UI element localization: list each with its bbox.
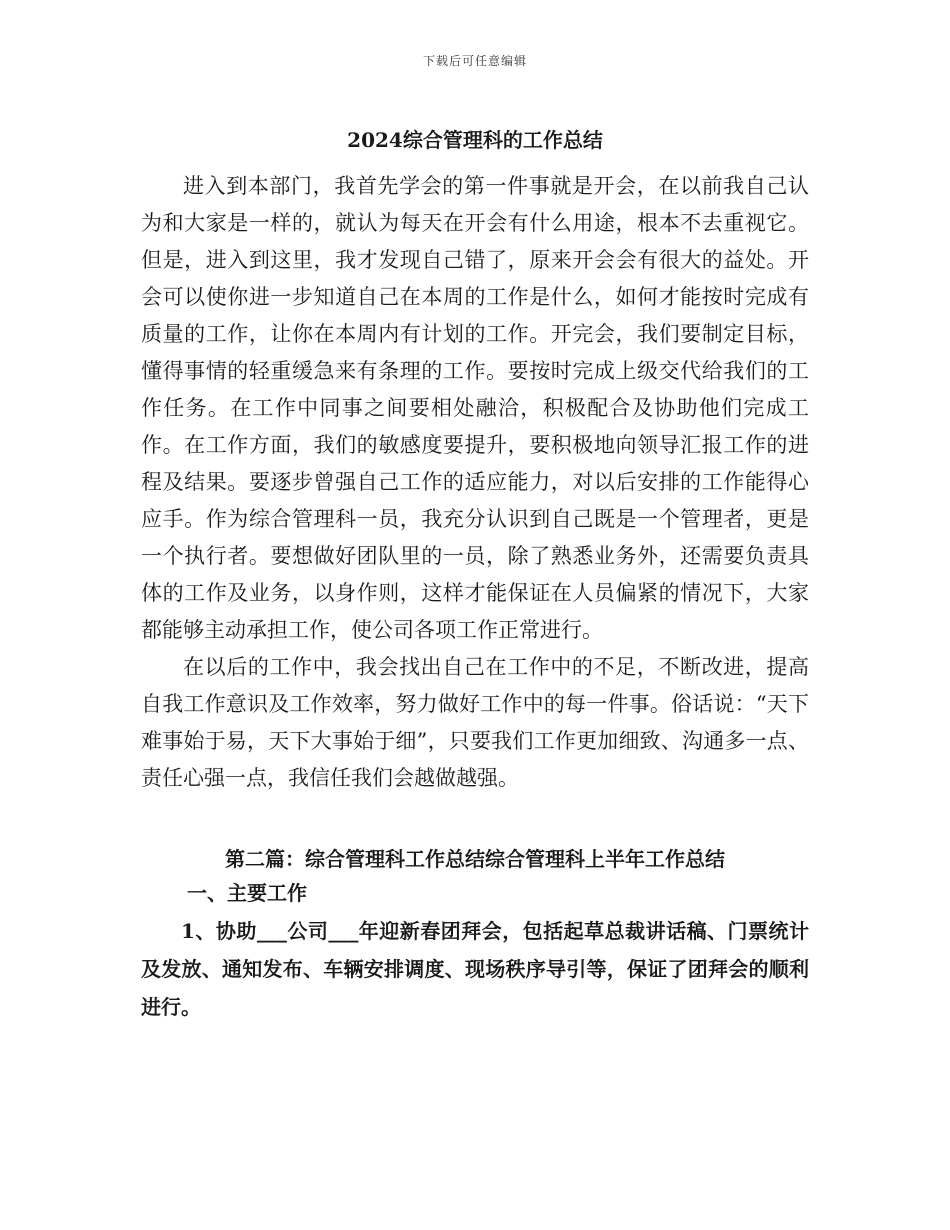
paragraph-2: 在以后的工作中，我会找出自己在工作中的不足，不断改进，提高自我工作意识及工作效率，努力做好工作中的每一件事。俗话说：“天下难事始于易，天下大事始于细”，只要我们工作更加细致、沟通多一点、责任心强一点，我信任我们会越做越强。 bbox=[141, 655, 809, 790]
work-item-1: 1、协助___公司___年迎新春团拜会，包括起草总裁讲话稿、门票统计及发放、通知发布、车辆安排调度、现场秩序导引等，保证了团拜会的顺利进行。 bbox=[141, 919, 809, 1019]
document-title: 2024综合管理科的工作总结 bbox=[347, 128, 603, 152]
section-title: 第二篇：综合管理科工作总结综合管理科上半年工作总结 bbox=[225, 847, 725, 871]
header-note: 下载后可任意编辑 bbox=[422, 54, 527, 68]
paragraph-1: 进入到本部门，我首先学会的第一件事就是开会，在以前我自己认为和大家是一样的，就认为每天在开会有什么用途，根本不去重视它。但是，进入到这里，我才发现自己错了，原来开会会有很大的益处。开会可以使你进一步知道自己在本周的工作是什么，如何才能按时完成有质量的工作，让你在本周内有计划的工作。开完会，我们要制定目标，懂得事情的轻重缓急来有条理的工作。要按时完成上级交代给我们的工作任务。在工作中同事之间要相处融洽，积极配合及协助他们完成工作。在工作方面，我们的敏感度要提升，要积极地向领导汇报工作的进程及结果。要逐步曾强自己工作的适应能力，对以后安排的工作能得心应手。作为综合管理科一员，我充分认识到自己既是一个管理者，更是一个执行者。要想做好团队里的一员，除了熟悉业务外，还需要负责具体的工作及业务，以身作则，这样才能保证在人员偏紧的情况下，大家都能够主动承担工作，使公司各项工作正常进行。 bbox=[141, 174, 809, 642]
subheading-main-work: 一、主要工作 bbox=[187, 881, 307, 905]
body-text bbox=[141, 168, 809, 797]
